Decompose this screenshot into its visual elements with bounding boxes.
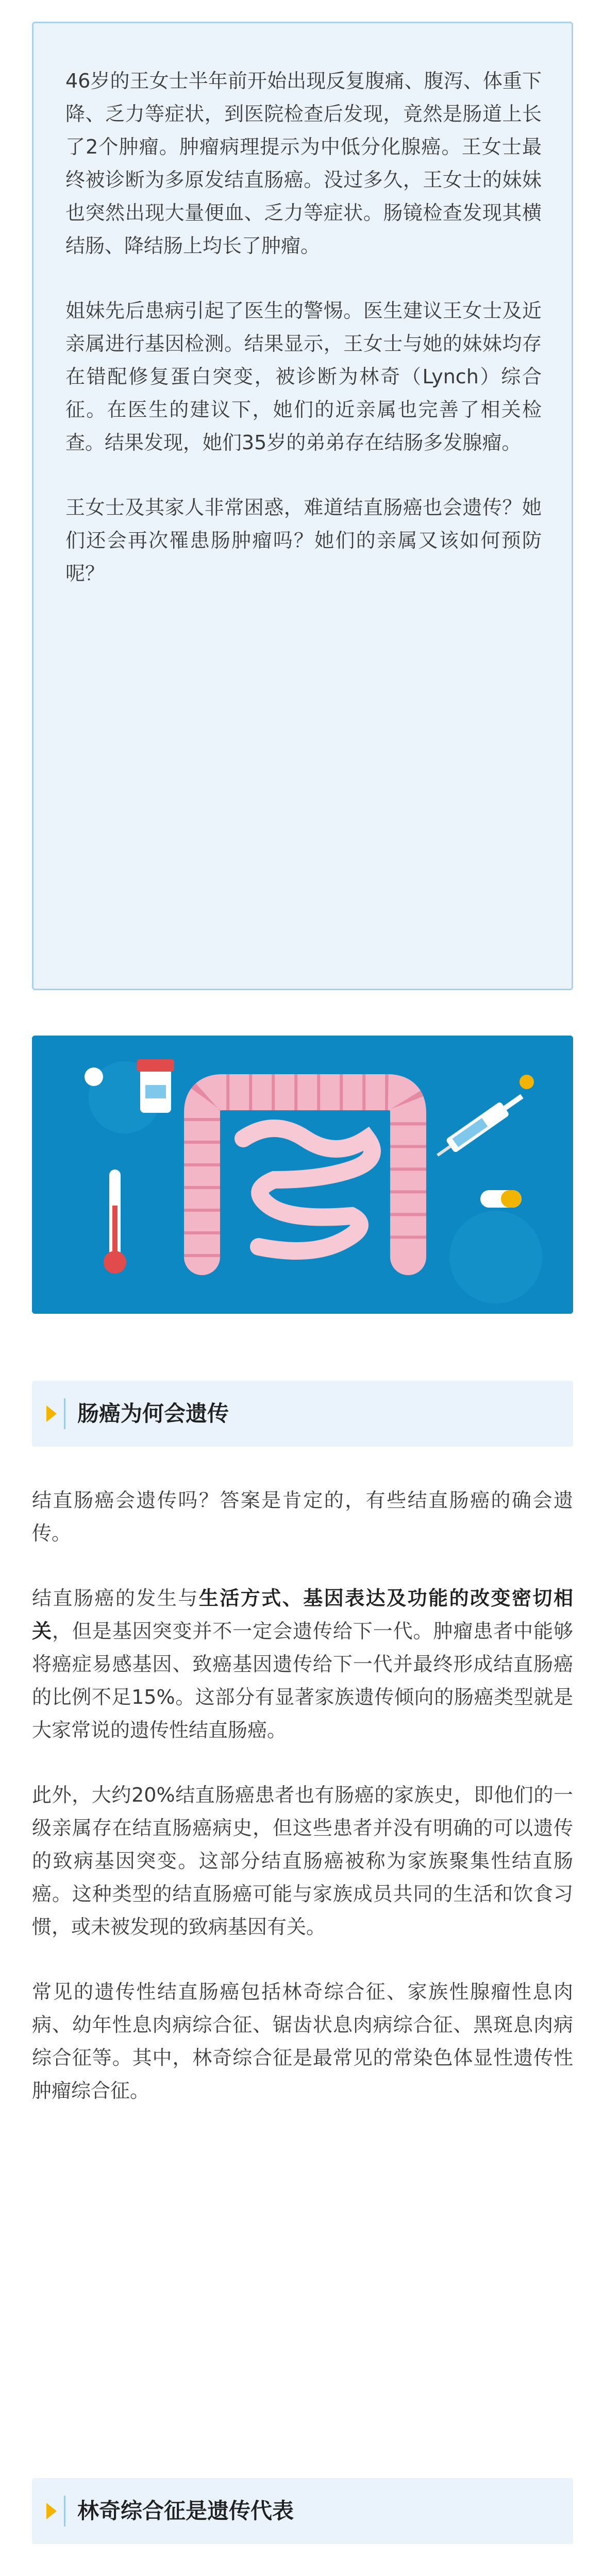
paragraph: [32, 1582, 573, 1747]
section-title: 肠癌为何会遗传: [77, 1401, 229, 1426]
intestine-illustration: [32, 1036, 573, 1314]
highlight-text: 生活方式、基因表达及功能的改变密切相关: [32, 1587, 573, 1642]
paragraph: 此外，大约20%结直肠癌患者也有肠癌的家族史，即他们的一级亲属存在结直肠癌病史，但这些患者并没有明确的可以遗传的致病基因突变。这部分结直肠癌被称为家族聚集性结直肠癌。这种类型的结直肠癌可能与家族成员共同的生活和饮食习惯，或未被发现的致病基因有关。: [32, 1784, 573, 1938]
section-heading-hereditary: [32, 1381, 573, 1447]
pill-bottle-icon: [137, 1059, 174, 1113]
case-paragraph-3: 王女士及其家人非常困惑，难道结直肠癌也会遗传？她们还会再次罹患肠肿瘤吗？她们的亲属又该如何预防呢？: [65, 496, 542, 585]
case-paragraph-2: 姐妹先后患病引起了医生的警惕。医生建议王女士及近亲属进行基因检测。结果显示，王女士与她的妹妹均存在错配修复蛋白突变，被诊断为林奇（Lynch）综合征。在医生的建议下，她们的近亲属也完善了相关检查。结果发现，她们35岁的弟弟存在结肠多发腺瘤。: [65, 299, 542, 454]
heading-divider: [64, 2496, 65, 2527]
paragraph: 结直肠癌会遗传吗？答案是肯定的，有些结直肠癌的确会遗传。: [32, 1489, 573, 1545]
text-run: 结直肠癌的发生与: [32, 1587, 199, 1609]
case-story-box: [32, 22, 573, 990]
text-run: ，但是基因突变并不一定会遗传给下一代。肿瘤患者中能够将癌症易感基因、致癌基因遗传给下一代并最终形成结直肠癌的比例不足15%。这部分有显著家族遗传倾向的肠癌类型就是大家常说的遗传性结直肠癌。: [32, 1620, 573, 1741]
paragraph: 常见的遗传性结直肠癌包括林奇综合征、家族性腺瘤性息肉病、幼年性息肉病综合征、锯齿状息肉病综合征、黑斑息肉病综合征等。其中，林奇综合征是最常见的常染色体显性遗传性肿瘤综合征。: [32, 1980, 573, 2102]
section-heading-lynch: [32, 2478, 573, 2544]
section-body-hereditary: [32, 1484, 573, 2107]
case-paragraph-1: 46岁的王女士半年前开始出现反复腹痛、腹泻、体重下降、乏力等症状，到医院检查后发现，竟然是肠道上长了2个肿瘤。肿瘤病理提示为中低分化腺癌。王女士最终被诊断为多原发结直肠癌。没过多久，王女士的妹妹也突然出现大量便血、乏力等症状。肠镜检查发现其横结肠、降结肠上均长了肿瘤。: [65, 70, 542, 257]
triangle-marker-icon: [46, 1405, 57, 1422]
case-story-text: [65, 64, 542, 590]
heading-divider: [64, 1398, 65, 1429]
section-title: 林奇综合征是遗传代表: [77, 2498, 294, 2523]
intestine-medical-illustration: [32, 1036, 573, 1314]
triangle-marker-icon: [46, 2503, 57, 2519]
